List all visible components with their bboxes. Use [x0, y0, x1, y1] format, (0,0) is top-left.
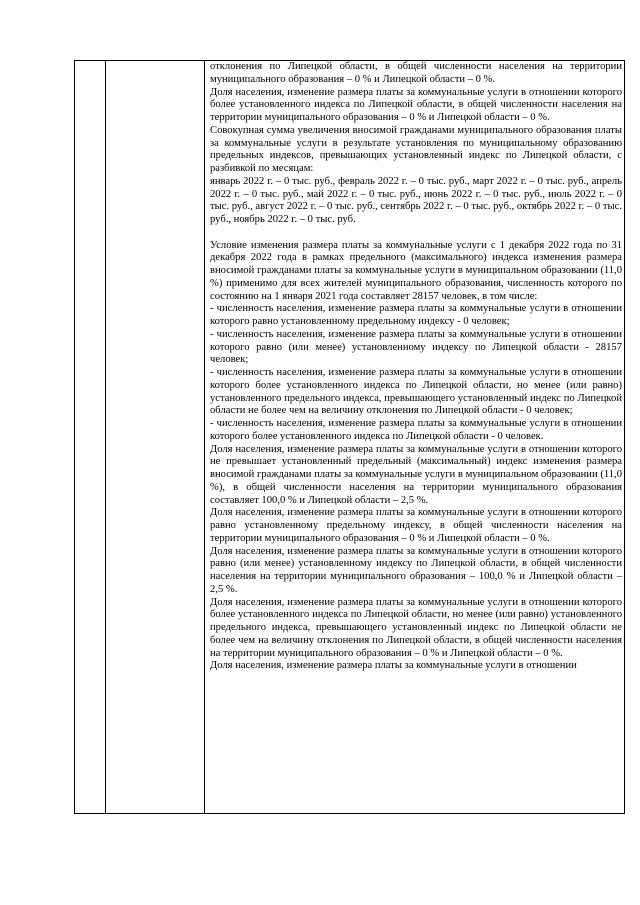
document-table [74, 60, 625, 814]
paragraph: Совокупная сумма увеличения вносимой гражданами муниципального образования платы за коммунальные услуги в результате установления по муниципальному образованию предельных индексов, превышающих установленный индекс по Липецкой области, с разбивкой по месяцам: [210, 124, 622, 174]
paragraph-gap [210, 227, 622, 240]
paragraph: январь 2022 г. – 0 тыс. руб., февраль 2022 г. – 0 тыс. руб., март 2022 г. – 0 тыс. руб., апрель 2022 г. – 0 тыс. руб., май 2022 г. – 0 тыс. руб., июнь 2022 г. – 0 тыс. руб., июль 2022 г. – 0 тыс. руб., август 2022 г. – 0 тыс. руб., сентябрь 2022 г. – 0 тыс. руб., октябрь 2022 г. – 0 тыс. руб., ноябрь 2022 г. – 0 тыс. руб. [210, 175, 622, 225]
paragraph: Доля населения, изменение размера платы за коммунальные услуги в отношении которого более установленного индекса по Липецкой области, в общей численности населения на территории муниципального образования – 0 % и Липецкой области – 0 %. [210, 86, 622, 123]
paragraph: Доля населения, изменение размера платы за коммунальные услуги в отношении [210, 660, 577, 672]
paragraph: Доля населения, изменение размера платы за коммунальные услуги в отношении которого более установленного индекса по Липецкой области, но менее (или равно) установленного предельного индекса, превышающего установленный индекс по Липецкой области не более чем на величину отклонения по Липецкой области, в общей численности населения на территории муниципального образования – 0 % и Липецкой области – 0 %. [210, 596, 622, 659]
paragraph: отклонения по Липецкой области, в общей численности населения на территории муниципального образования – 0 % и Липецкой области – 0 %. [210, 61, 622, 85]
paragraph: - численность населения, изменение размера платы за коммунальные услуги в отношении которого равно (или менее) установленному индексу по Липецкой области - 28157 человек; [210, 328, 622, 366]
text-cell [205, 61, 625, 814]
paragraph: Доля населения, изменение размера платы за коммунальные услуги в отношении которого равно (или менее) установленному индексу по Липецкой области, в общей численности населения на территории муниципального образования – 100,0 % и Липецкой области – 2,5 %. [210, 545, 622, 595]
paragraph: Доля населения, изменение размера платы за коммунальные услуги в отношении которого не превышает установленный предельный (максимальный) индекс изменения размера вносимой гражданами платы за коммунальные услуги в муниципальном образовании (11,0 %), в общей численности населения на территории муниципального образования составляет 100,0 % и Липецкой области – 2,5 %. [210, 443, 622, 506]
paragraph: - численность населения, изменение размера платы за коммунальные услуги в отношении которого равно установленному предельному индексу - 0 человек; [210, 303, 622, 327]
paragraph: - численность населения, изменение размера платы за коммунальные услуги в отношении которого более установленного индекса по Липецкой области - 0 человек. [210, 418, 622, 442]
empty-cell-number [75, 61, 106, 814]
paragraph: Доля населения, изменение размера платы за коммунальные услуги в отношении которого равно установленному предельному индексу, в общей численности населения на территории муниципального образования – 0 % и Липецкой области – 0 %. [210, 507, 622, 544]
empty-cell-label [106, 61, 205, 814]
paragraph: Условие изменения размера платы за коммунальные услуги с 1 декабря 2022 года по 31 декабря 2022 года в рамках предельного (максимального) индекса изменения размера вносимой гражданами платы за коммунальные услуги в муниципальном образовании (11,0 %) применимо для всех жителей муниципального образования, численность которого по состоянию на 1 января 2021 года составляет 28157 человек, в том числе: [210, 239, 622, 302]
paragraph: - численность населения, изменение размера платы за коммунальные услуги в отношении которого более установленного индекса по Липецкой области, но менее (или равно) установленного предельного индекса, превышающего установленный индекс по Липецкой области не более чем на величину отклонения по Липецкой области - 0 человек; [210, 367, 622, 417]
table-row [75, 61, 625, 814]
